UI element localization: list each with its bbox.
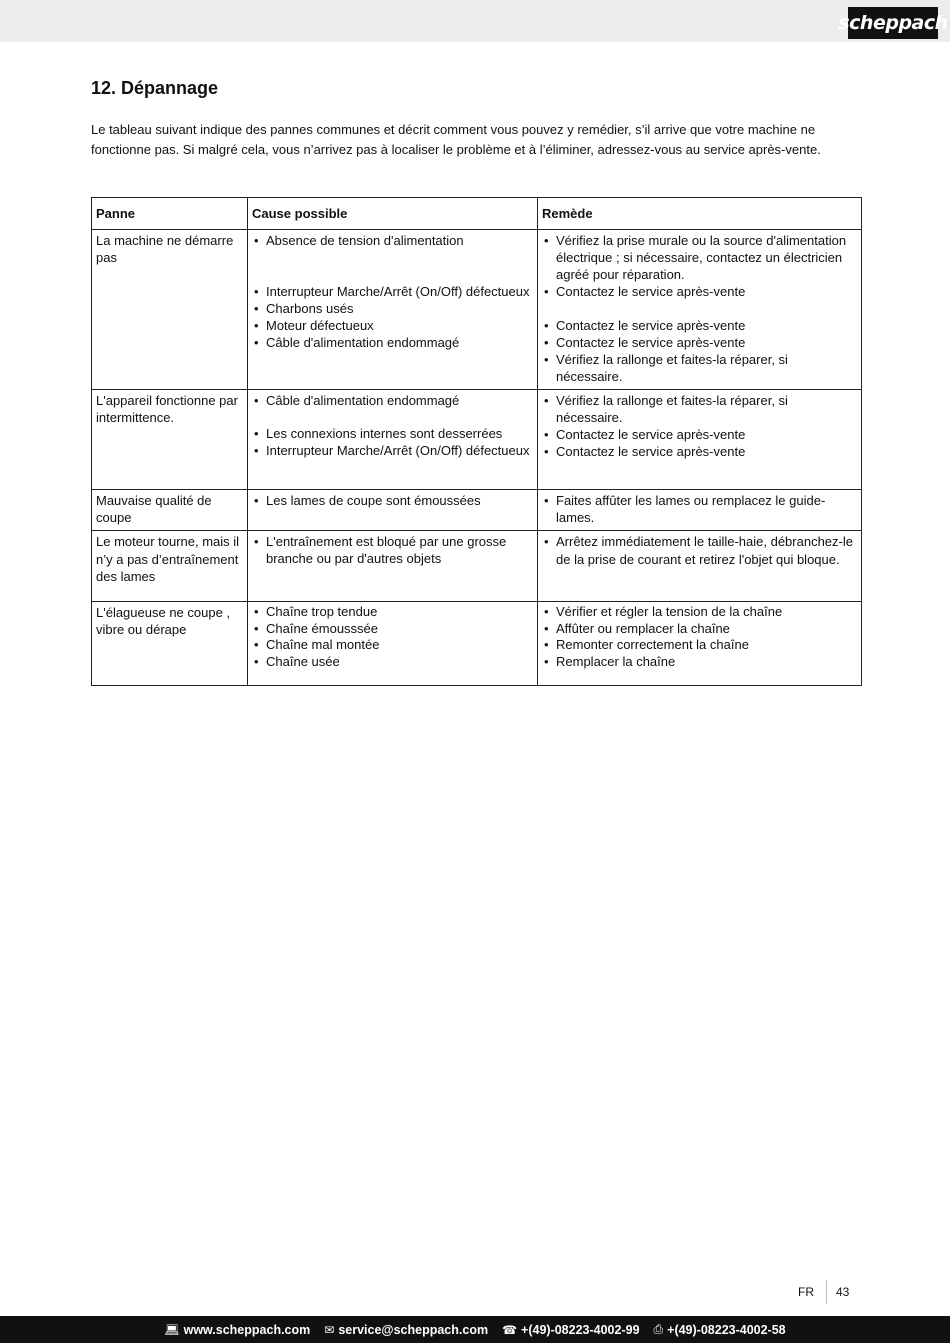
panne-cell: Le moteur tourne, mais il n’y a pas d’entraînement des lames <box>96 534 240 584</box>
remede-list <box>542 492 857 526</box>
remede-list <box>542 604 857 670</box>
list-item: • Les lames de coupe sont émoussées <box>252 492 533 509</box>
cause-list <box>252 392 533 459</box>
mail-icon: ✉ <box>324 1322 335 1337</box>
header-bar <box>0 0 950 42</box>
cause-list <box>252 533 533 567</box>
table-row <box>92 531 862 602</box>
header-remede: Remède <box>538 198 862 230</box>
remede-list <box>542 232 857 385</box>
footer-divider <box>826 1280 827 1304</box>
panne-cell: Mauvaise qualité de coupe <box>96 493 212 525</box>
list-item: • Arrêtez immédiatement le taille-haie, débranchez-le de la prise de courant et retirez l'objet qui bloque. <box>542 533 857 568</box>
email-text: service@scheppach.com <box>338 1322 489 1337</box>
list-item: • Chaîne mal montée <box>252 637 533 654</box>
list-item: • Moteur défectueux <box>252 317 533 334</box>
list-item: • Remonter correctement la chaîne <box>542 637 857 654</box>
brand-logo-text: scheppach <box>838 12 948 34</box>
phone-icon: ☎ <box>502 1322 518 1337</box>
website-link[interactable] <box>164 1323 310 1337</box>
list-item: • Vérifier et régler la tension de la chaîne <box>542 604 857 621</box>
list-item: • Vérifiez la rallonge et faites-la réparer, si nécessaire. <box>542 351 857 385</box>
header-cause: Cause possible <box>248 198 538 230</box>
cause-list <box>252 492 533 509</box>
list-item: • Contactez le service après-vente <box>542 443 857 460</box>
cause-list <box>252 604 533 670</box>
list-item: • Chaîne usée <box>252 654 533 671</box>
list-item: • Charbons usés <box>252 300 533 317</box>
list-item: • Contactez le service après-vente <box>542 317 857 334</box>
list-item: • Contactez le service après-vente <box>542 334 857 351</box>
fax-info <box>654 1322 786 1337</box>
panne-cell: L'élagueuse ne coupe , vibre ou dérape <box>96 605 231 637</box>
brand-logo <box>838 7 948 39</box>
list-item: • Affûter ou remplacer la chaîne <box>542 621 857 638</box>
panne-cell: La machine ne démarre pas <box>96 233 234 265</box>
table-row <box>92 602 862 686</box>
list-item: • Câble d'alimentation endommagé <box>252 334 533 351</box>
contact-bar <box>0 1316 950 1343</box>
fax-icon: ⎙ <box>653 1322 664 1336</box>
intro-paragraph: Le tableau suivant indique des pannes communes et décrit comment vous pouvez y remédier, s’il arrive que votre machine ne fonctionne pas. Si malgré cela, vous n’arrivez pas à localiser le problème et à l’éliminer, adressez-vous au service après-vente. <box>91 122 821 157</box>
list-item: • Faites affûter les lames ou remplacez le guide-lames. <box>542 492 857 526</box>
language-label: FR <box>798 1285 814 1299</box>
list-item: • Chaîne trop tendue <box>252 604 533 621</box>
list-item: • Remplacer la chaîne <box>542 654 857 671</box>
list-item: • Chaîne émousssée <box>252 621 533 638</box>
website-text: www.scheppach.com <box>183 1322 311 1337</box>
troubleshooting-table <box>91 197 862 686</box>
list-item: • Les connexions internes sont desserrées <box>252 425 533 442</box>
page-number: 43 <box>836 1285 850 1299</box>
cause-list <box>252 232 533 351</box>
list-item: • Interrupteur Marche/Arrêt (On/Off) défectueux <box>252 283 533 300</box>
section-title: 12. Dépannage <box>91 78 219 98</box>
list-item: • Vérifiez la prise murale ou la source d'alimentation électrique ; si nécessaire, contactez un électricien agréé pour réparation. <box>542 232 857 283</box>
table-row <box>92 230 862 390</box>
list-item: • Câble d'alimentation endommagé <box>252 392 533 409</box>
remede-list <box>542 533 857 568</box>
email-link[interactable] <box>324 1323 488 1337</box>
phone-link[interactable] <box>502 1323 639 1337</box>
header-panne: Panne <box>92 198 248 230</box>
list-item: • Absence de tension d'alimentation <box>252 232 533 249</box>
fax-text: +(49)-08223-4002-58 <box>667 1322 786 1337</box>
list-item: • Contactez le service après-vente <box>542 283 857 300</box>
list-item: • Vérifiez la rallonge et faites-la réparer, si nécessaire. <box>542 392 857 426</box>
remede-list <box>542 392 857 460</box>
panne-cell: L'appareil fonctionne par intermittence. <box>96 393 238 425</box>
table-header-row <box>92 198 862 230</box>
phone-text: +(49)-08223-4002-99 <box>521 1322 640 1337</box>
table-row <box>92 490 862 531</box>
table-row <box>92 390 862 490</box>
computer-icon: 💻︎ <box>164 1322 180 1337</box>
list-item: • Contactez le service après-vente <box>542 426 857 443</box>
list-item: • L'entraînement est bloqué par une grosse branche ou par d'autres objets <box>252 533 533 567</box>
list-item: • Interrupteur Marche/Arrêt (On/Off) défectueux <box>252 442 533 459</box>
